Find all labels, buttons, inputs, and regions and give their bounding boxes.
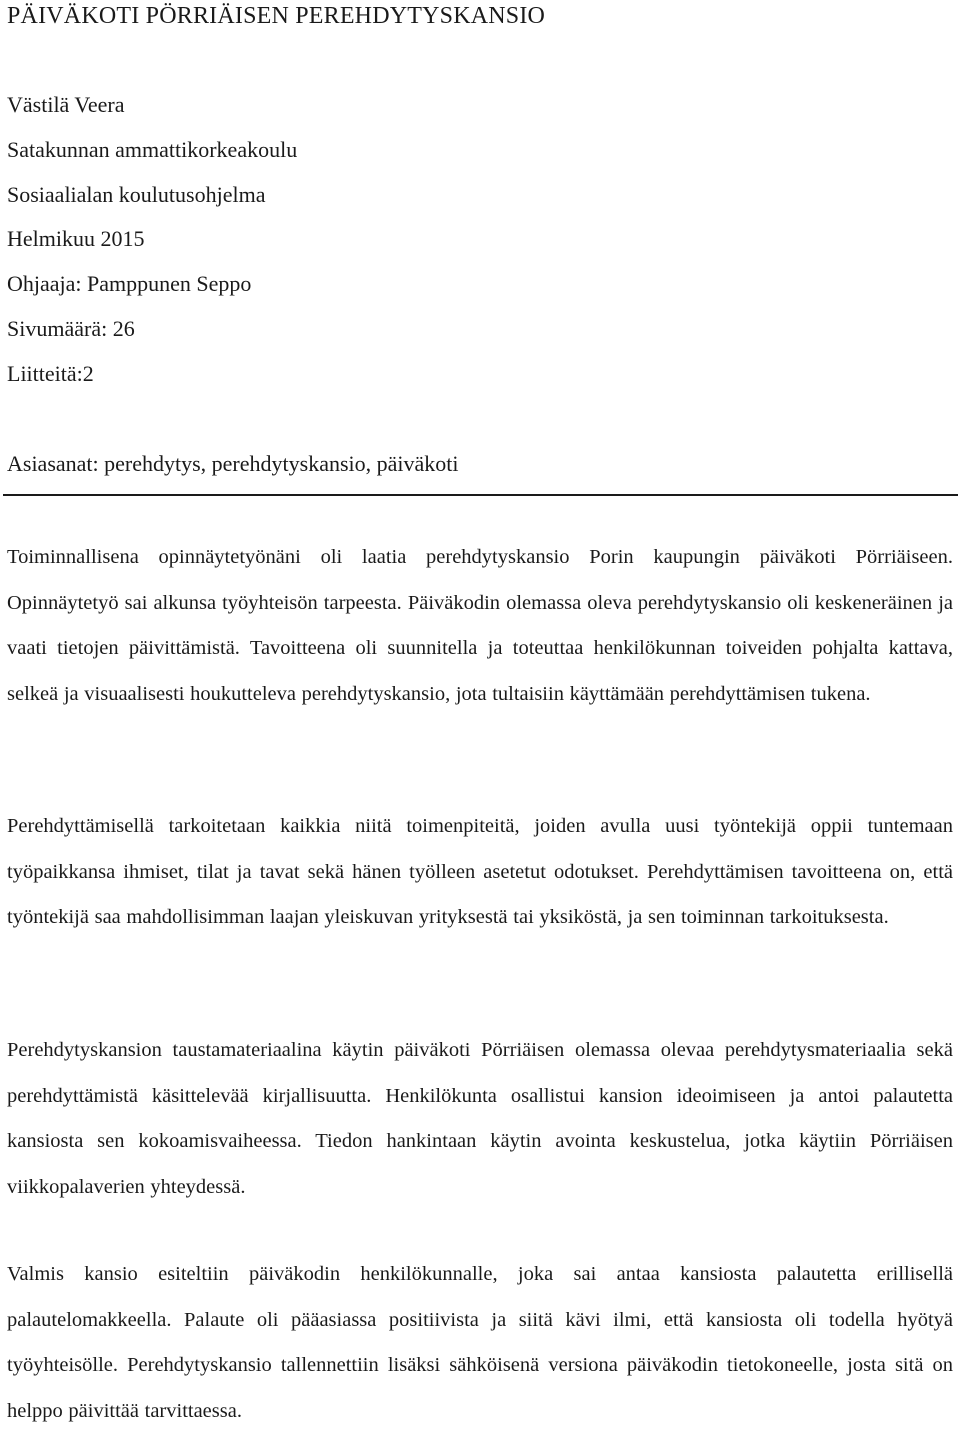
school-name: Satakunnan ammattikorkeakoulu (7, 137, 298, 162)
appendices-line: Liitteitä:2 (7, 361, 94, 386)
section-divider (3, 494, 958, 496)
abstract-paragraph: Perehdyttämisellä tarkoitetaan kaikkia niitä toimenpiteitä, joiden avulla uusi työntekijä oppii tuntemaan työpaikkansa ihmiset, tilat ja tavat sekä hänen työlleen asetetut odotukset. Perehdyttämisen tavoitteena on, että työntekijä saa mahdollisimman laajan yleiskuvan yrityksestä tai yksiköstä, ja sen toiminnan tarkoituksesta. (7, 815, 953, 928)
page-count-line: Sivumäärä: 26 (7, 316, 135, 341)
abstract-paragraph: Perehdytyskansion taustamateriaalina käytin päiväkoti Pörriäisen olemassa olevaa perehdytysmateriaalia sekä perehdyttämistä käsittelevää kirjallisuutta. Henkilökunta osallistui kansion ideoimiseen ja antoi palautetta kansiosta sen kokoamisvaiheessa. Tiedon hankintaan käytin avointa keskustelua, jotka käytiin Pörriäisen viikkopalaverien yhteydessä. (7, 1039, 953, 1198)
document-title: PÄIVÄKOTI PÖRRIÄISEN PEREHDYTYSKANSIO (7, 3, 546, 29)
abstract-paragraph: Toiminnallisena opinnäytetyönäni oli laatia perehdytyskansio Porin kaupungin päiväkoti Pörriäiseen. Opinnäytetyö sai alkunsa työyhteisön tarpeesta. Päiväkodin olemassa oleva perehdytyskansio oli keskeneräinen ja vaati tietojen päivittämistä. Tavoitteena oli suunnitella ja toteuttaa henkilökunnan toiveiden pohjalta kattava, selkeä ja visuaalisesti houkutteleva perehdytyskansio, jota tultaisiin käyttämään perehdyttämisen tukena. (7, 546, 953, 705)
keywords-line: Asiasanat: perehdytys, perehdytyskansio, päiväkoti (7, 451, 459, 476)
author-name: Västilä Veera (7, 92, 125, 117)
programme-name: Sosiaalialan koulutusohjelma (7, 182, 266, 207)
document-date: Helmikuu 2015 (7, 226, 145, 251)
supervisor-line: Ohjaaja: Pamppunen Seppo (7, 271, 252, 296)
abstract-paragraph: Valmis kansio esiteltiin päiväkodin henkilökunnalle, joka sai antaa kansiosta palautetta erillisellä palautelomakkeella. Palaute oli pääasiassa positiivista ja siitä kävi ilmi, että kansiosta oli todella hyötyä työyhteisölle. Perehdytyskansio tallennettiin lisäksi sähköisenä versiona päiväkodin tietokoneelle, josta sitä on helppo päivittää tarvittaessa. (7, 1263, 953, 1422)
